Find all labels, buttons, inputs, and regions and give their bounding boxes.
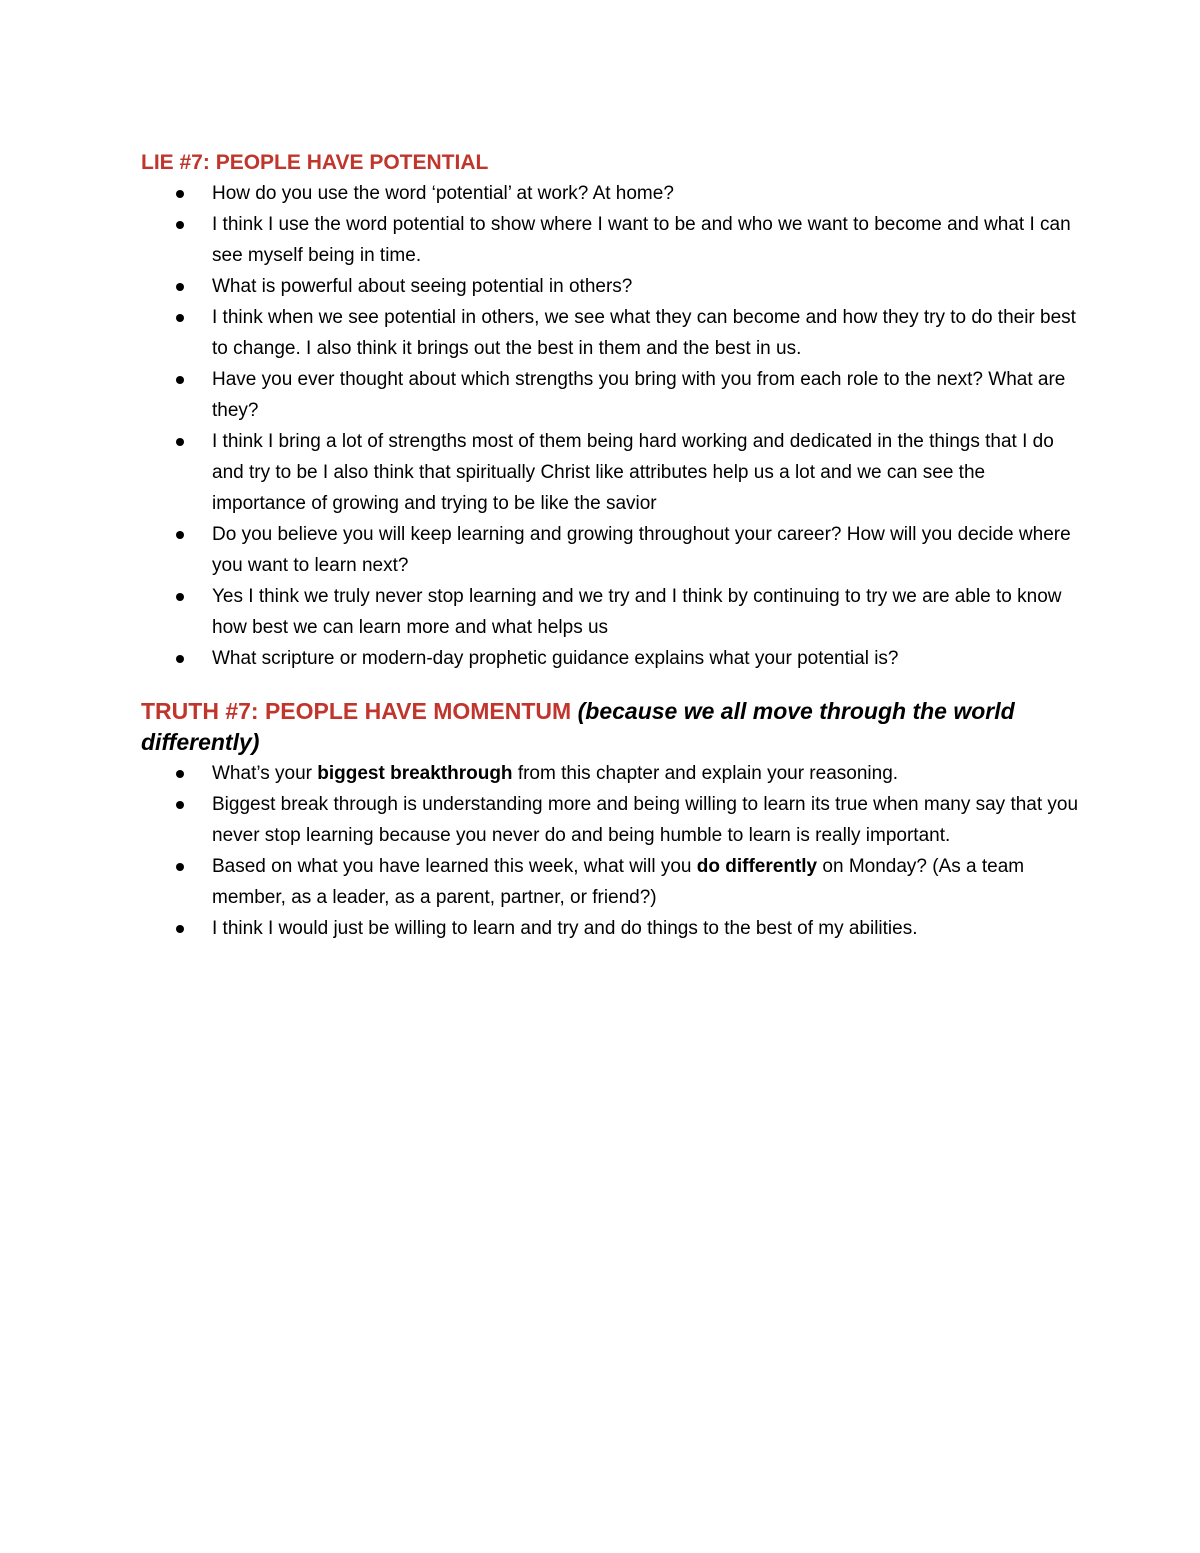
list-item-text: I think I use the word potential to show where I want to be and who we want to become and what I can see myself being in time. [212, 214, 1071, 266]
bullet-icon [176, 314, 184, 322]
list-item [141, 302, 1081, 364]
list-item [141, 913, 1081, 944]
list-item [141, 426, 1081, 519]
list-item-text: Yes I think we truly never stop learning and we try and I think by continuing to try we are able to know how best we can learn more and what helps us [212, 586, 1062, 638]
list-item-bold-text: biggest breakthrough [317, 763, 513, 784]
list-item-text: Do you believe you will keep learning and growing throughout your career? How will you decide where you want to learn next? [212, 524, 1071, 576]
list-item [141, 209, 1081, 271]
bullet-icon [176, 376, 184, 384]
list-item-bold-text: do differently [696, 856, 818, 877]
bullet-icon [176, 801, 184, 809]
lie-heading-label: LIE #7: PEOPLE HAVE POTENTIAL [141, 151, 489, 174]
list-item [141, 178, 1081, 209]
lie-question-list [141, 178, 1081, 674]
list-item-text: Have you ever thought about which strengths you bring with you from each role to the next? What are they? [212, 369, 1066, 421]
list-item-text: I think I would just be willing to learn and try and do things to the best of my abilities. [212, 918, 918, 939]
list-item [141, 271, 1081, 302]
list-item [141, 519, 1081, 581]
bullet-icon [176, 863, 184, 871]
list-item-text: What scripture or modern-day prophetic guidance explains what your potential is? [212, 648, 899, 669]
bullet-icon [176, 655, 184, 663]
list-item-text-end: on Monday? (As a team member, as a leader, as a parent, partner, or friend?) [212, 856, 1025, 908]
list-item-text-end: from this chapter and explain your reasoning. [512, 763, 899, 784]
list-item [141, 643, 1081, 674]
list-item [141, 364, 1081, 426]
lie-heading [141, 147, 1081, 178]
list-item-text: What is powerful about seeing potential in others? [212, 276, 633, 297]
list-item [141, 851, 1081, 913]
bullet-icon [176, 531, 184, 539]
list-item-text: How do you use the word ‘potential’ at work? At home? [212, 183, 674, 204]
bullet-icon [176, 190, 184, 198]
list-item [141, 581, 1081, 643]
list-item [141, 789, 1081, 851]
list-item-text: Biggest break through is understanding more and being willing to learn its true when many say that you never stop learning because you never do and being humble to learn is really important. [212, 794, 1079, 846]
document-content [141, 147, 1081, 944]
bullet-icon [176, 593, 184, 601]
truth-heading [141, 696, 1081, 758]
list-item-text-start: What’s your [212, 763, 318, 784]
bullet-icon [176, 221, 184, 229]
list-item-text-start: Based on what you have learned this week, what will you [212, 856, 697, 877]
bullet-icon [176, 770, 184, 778]
bullet-icon [176, 283, 184, 291]
list-item-text: I think I bring a lot of strengths most of them being hard working and dedicated in the things that I do and try to be I also think that spiritually Christ like attributes help us a lot and we can see the importance of growing and trying to be like the savior [212, 431, 1054, 514]
bullet-icon [176, 438, 184, 446]
list-item [141, 758, 1081, 789]
truth-question-list [141, 758, 1081, 944]
truth-subheading: (because we all move through the world differently) [141, 698, 1015, 755]
list-item-text: I think when we see potential in others, we see what they can become and how they try to do their best to change. I also think it brings out the best in them and the best in us. [212, 307, 1076, 359]
truth-heading-label: TRUTH #7: PEOPLE HAVE MOMENTUM [141, 698, 572, 724]
bullet-icon [176, 925, 184, 933]
